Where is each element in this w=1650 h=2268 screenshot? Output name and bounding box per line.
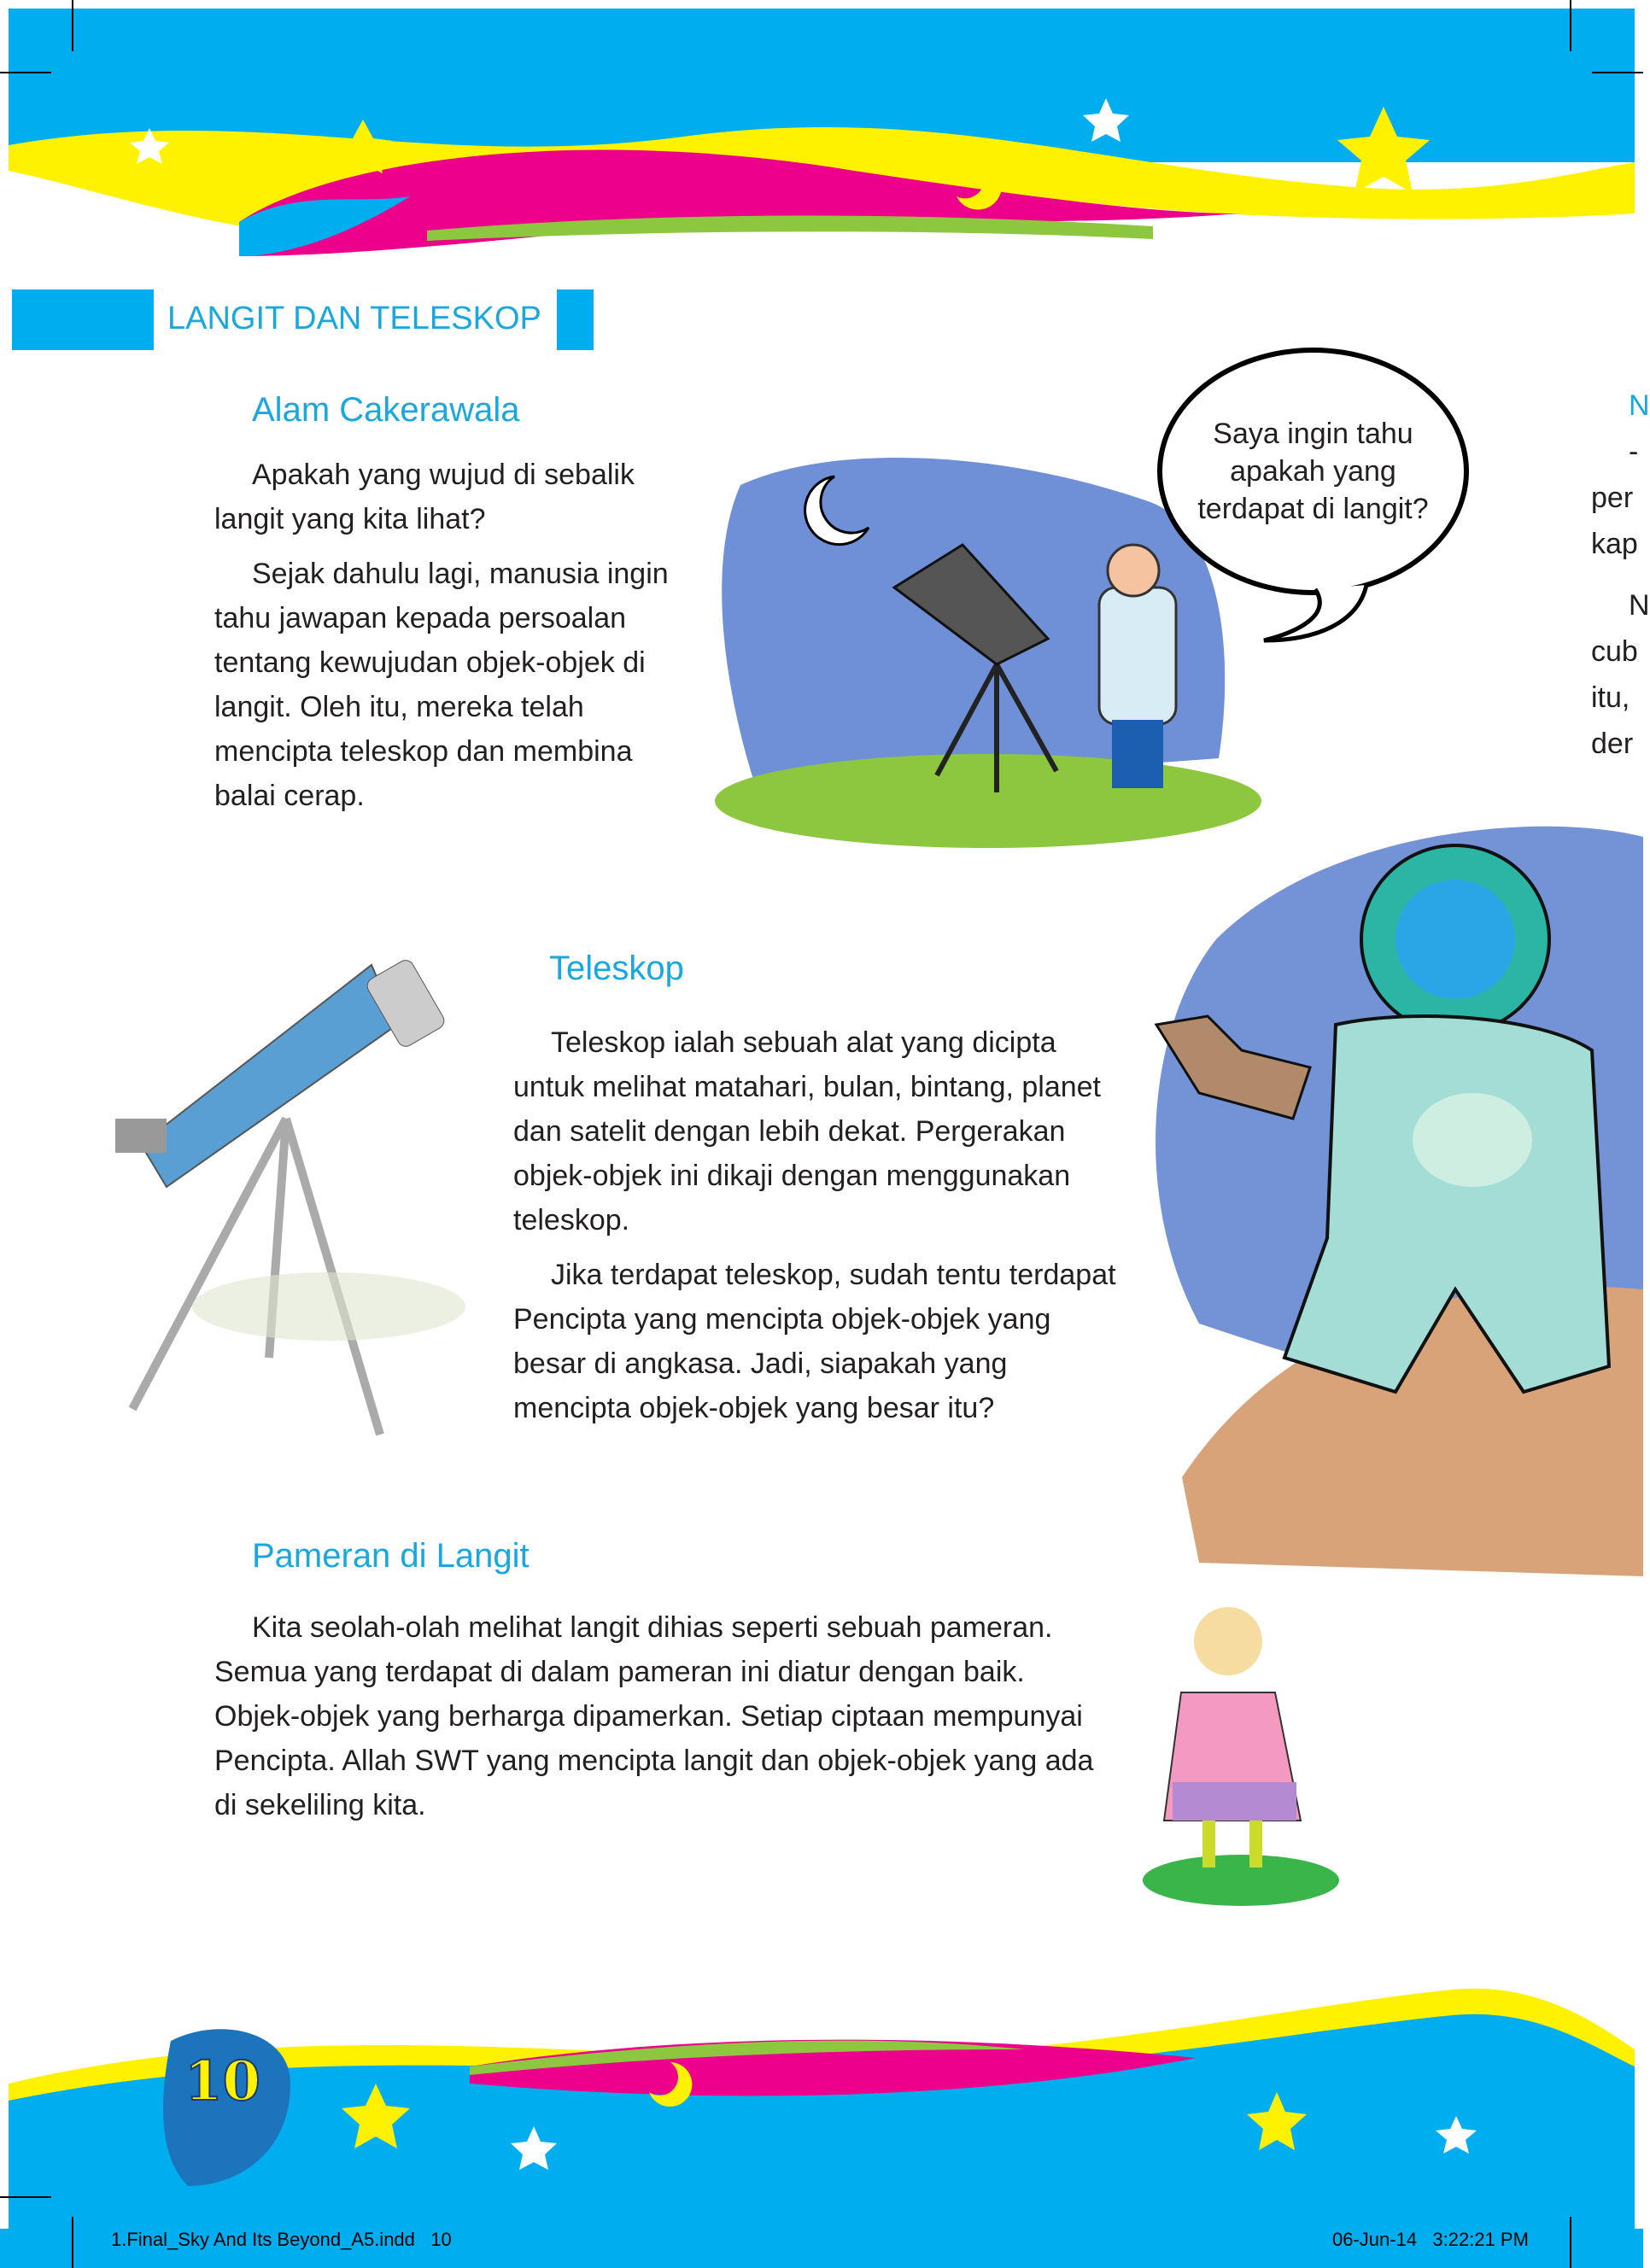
speech-bubble (1157, 348, 1469, 595)
speech-bubble-tail (1264, 581, 1392, 649)
girl-illustration (1121, 1599, 1338, 1909)
fragment: cub (1591, 635, 1638, 668)
fragment: per (1591, 482, 1634, 514)
speech-bubble-text: Saya ingin tahu apakah yang terdapat di langit? (1197, 418, 1429, 525)
fragment: itu, (1591, 681, 1630, 714)
alam-paragraph-1: Apakah yang wujud di sebalik langit yang kita lihat? (214, 459, 635, 535)
heading-teleskop: Teleskop (549, 950, 684, 987)
section-title: LANGIT DAN TELESKOP (167, 301, 541, 336)
astronaut-illustration (1114, 811, 1643, 1576)
footer-banner (0, 1981, 1643, 2268)
crop-mark (0, 2196, 51, 2198)
crop-mark (1570, 2217, 1571, 2268)
crop-mark (1592, 72, 1643, 73)
fragment: kap (1591, 528, 1638, 560)
slug-filename: 1.Final_Sky And Its Beyond_A5.indd 10 (111, 2229, 452, 2250)
header-banner (0, 0, 1643, 273)
alam-text (214, 453, 701, 828)
heading-alam-cakerawala: Alam Cakerawala (252, 391, 520, 429)
heading-pameran-di-langit: Pameran di Langit (252, 1537, 530, 1575)
teleskop-paragraph-2: Jika terdapat teleskop, sudah tentu terdapat Pencipta yang mencipta objek-objek yang besar di angkasa. Jadi, siapakah yang mencipta objek-objek yang besar itu? (513, 1259, 1116, 1424)
crop-mark (72, 0, 73, 51)
fragment: N (1629, 589, 1650, 622)
crop-mark (0, 72, 51, 73)
pameran-paragraph-1: Kita seolah-olah melihat langit dihias seperti sebuah pameran. Semua yang terdapat di dalam pameran ini diatur dengan baik. Objek-objek yang berharga dipamerkan. Setiap ciptaan mempunyai Pencipta. Allah SWT yang mencipta langit dan objek-objek yang ada di sekeliling kita. (214, 1611, 1094, 1821)
title-bar-left-block (12, 289, 154, 350)
title-bar-right-block (557, 289, 594, 350)
alam-paragraph-2: Sejak dahulu lagi, manusia ingin tahu jawapan kepada persoalan tentang kewujudan objek-objek di langit. Oleh itu, mereka telah mencipta teleskop dan membina balai cerap. (214, 558, 669, 812)
telescope-illustration (115, 948, 492, 1447)
crop-mark (72, 2217, 73, 2268)
fragment: - (1629, 435, 1639, 468)
teleskop-paragraph-1: Teleskop ialah sebuah alat yang dicipta untuk melihat matahari, bulan, bintang, planet dan satelit dengan lebih dekat. Pergerakan objek-objek ini dikaji dengan menggunakan teleskop. (513, 1026, 1102, 1236)
pameran-text (214, 1605, 1111, 1838)
slug-timestamp: 06-Jun-14 3:22:21 PM (1332, 2229, 1529, 2250)
fragment: der (1591, 728, 1634, 760)
crop-mark (1570, 0, 1571, 51)
page-number: 10 (184, 2049, 261, 2113)
fragment: N (1629, 389, 1650, 422)
teleskop-text (513, 1020, 1128, 1441)
right-column-fragments (1591, 383, 1650, 767)
